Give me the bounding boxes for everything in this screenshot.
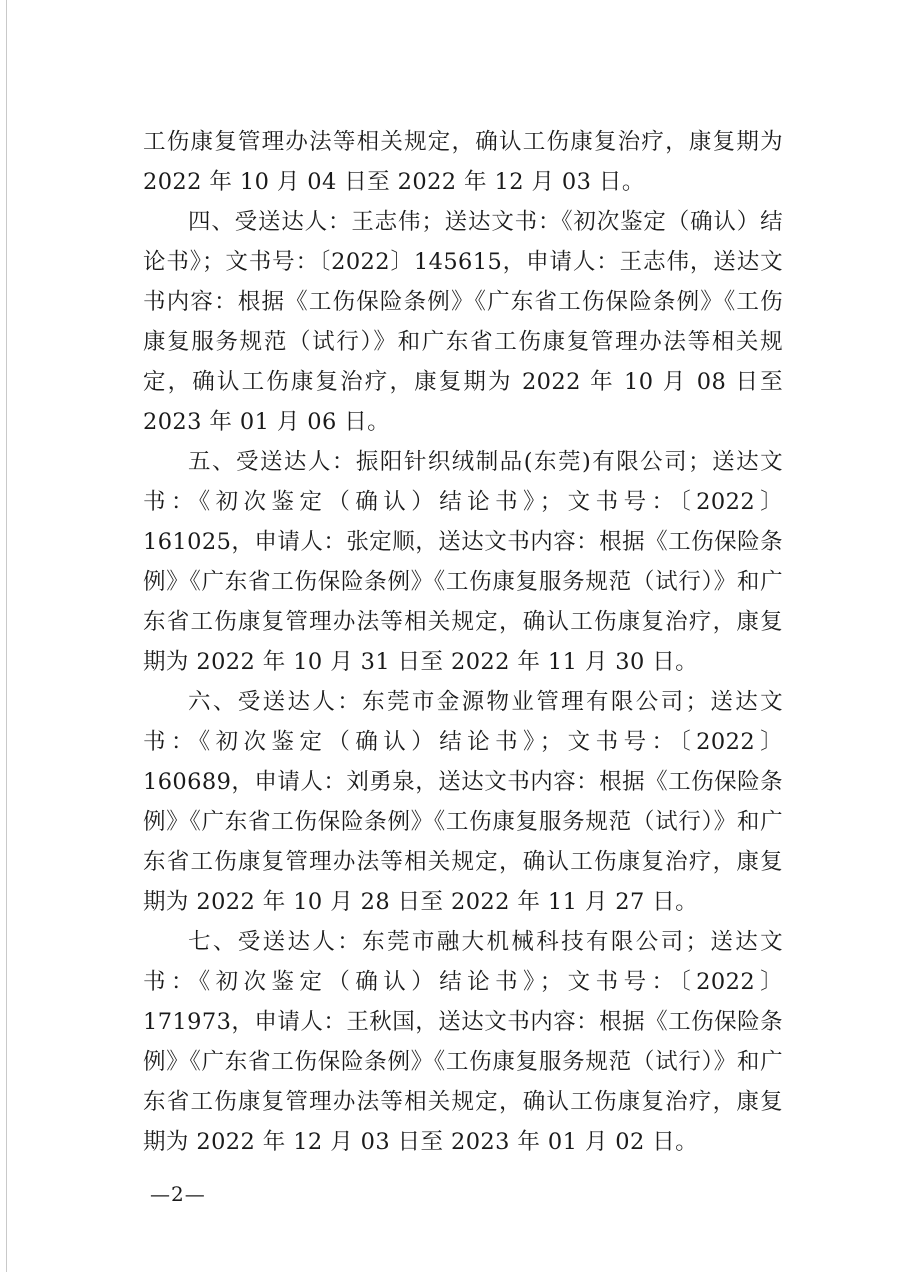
paragraph-item-4: 四、受送达人：王志伟；送达文书：《初次鉴定（确认）结论书》；文书号：〔2022〕145615，申请人：王志伟，送达文书内容：根据《工伤保险条例》《广东省工伤保险条例》《工伤康复服务规范（试行）》和广东省工伤康复管理办法等相关规定，确认工伤康复治疗，康复期为 2022 年 10 月 08 日至 2023 年 01 月 06 日。: [143, 209, 783, 435]
paragraph-continuation: 工伤康复管理办法等相关规定，确认工伤康复治疗，康复期为 2022 年 10 月 04 日至 2022 年 12 月 03 日。: [143, 129, 783, 195]
paragraph-item-7: 七、受送达人：东莞市融大机械科技有限公司；送达文书：《初次鉴定（确认）结论书》；文书号：〔2022〕171973，申请人：王秋国，送达文书内容：根据《工伤保险条例》《广东省工伤保险条例》《工伤康复服务规范（试行）》和广东省工伤康复管理办法等相关规定，确认工伤康复治疗，康复期为 2022 年 12 月 03 日至 2023 年 01 月 02 日。: [143, 929, 783, 1155]
page-edge-line: [6, 0, 7, 1272]
document-body: [143, 122, 783, 1162]
paragraph-item-5: 五、受送达人：振阳针织绒制品(东莞)有限公司；送达文书：《初次鉴定（确认）结论书》；文书号：〔2022〕161025，申请人：张定顺，送达文书内容：根据《工伤保险条例》《广东省工伤保险条例》《工伤康复服务规范（试行）》和广东省工伤康复管理办法等相关规定，确认工伤康复治疗，康复期为 2022 年 10 月 31 日至 2022 年 11 月 30 日。: [143, 449, 783, 675]
paragraph-item-6: 六、受送达人：东莞市金源物业管理有限公司；送达文书：《初次鉴定（确认）结论书》；文书号：〔2022〕160689，申请人：刘勇泉，送达文书内容：根据《工伤保险条例》《广东省工伤保险条例》《工伤康复服务规范（试行）》和广东省工伤康复管理办法等相关规定，确认工伤康复治疗，康复期为 2022 年 10 月 28 日至 2022 年 11 月 27 日。: [143, 689, 783, 915]
page-number: —2—: [150, 1182, 206, 1206]
